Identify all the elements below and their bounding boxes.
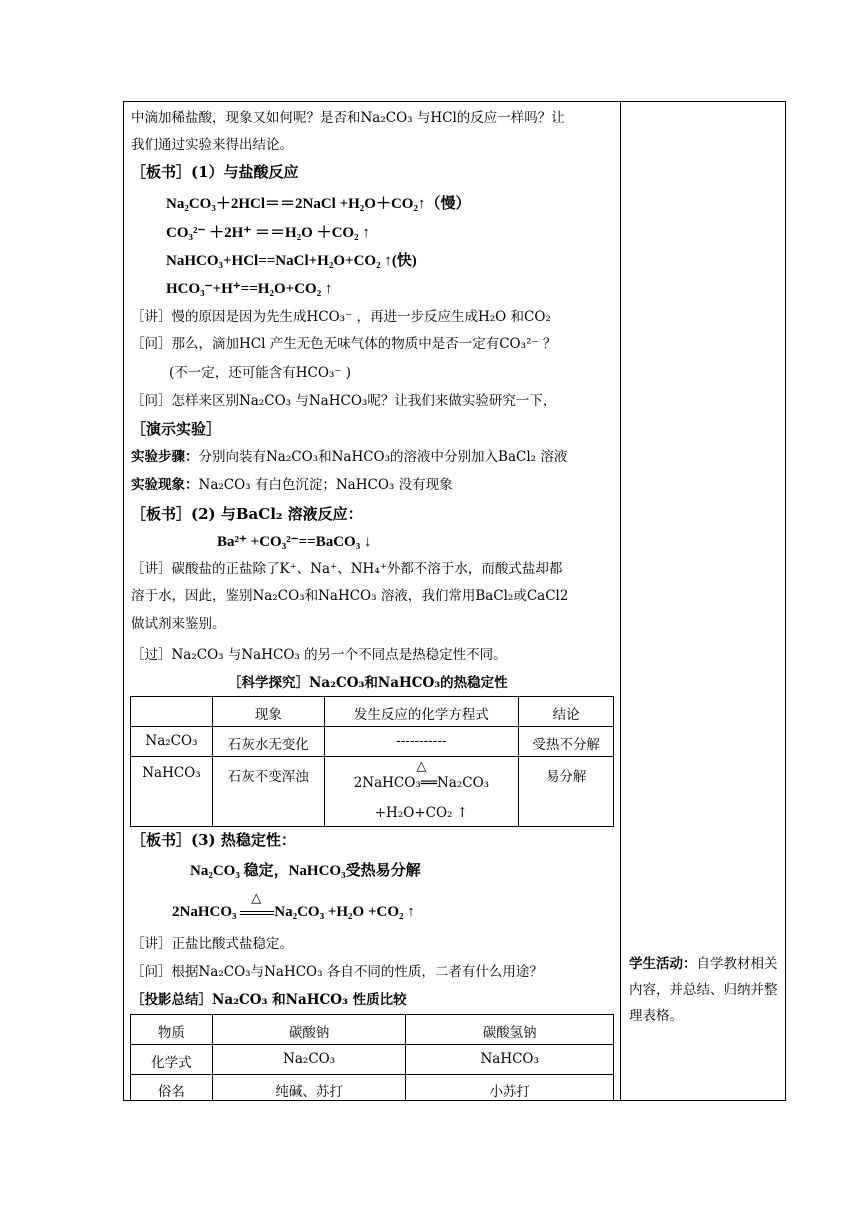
- substance-cell: NaHCO₃: [131, 757, 213, 827]
- lecture-2-line-1: ［讲］碳酸盐的正盐除了K⁺、Na⁺、NH₄⁺外都不溶于水，而酸式盐却都: [131, 561, 563, 577]
- equation-line-1: 2NaHCO₃══Na₂CO₃: [353, 775, 490, 791]
- table-header-cell: 发生反应的化学方程式: [324, 697, 519, 727]
- table-header-cell: 结论: [519, 697, 614, 727]
- demo-steps-label: 实验步骤：: [131, 449, 199, 465]
- question-1: ［问］那么，滴加HCl 产生无色无味气体的物质中是否一定有CO₃²⁻ ？: [131, 336, 557, 352]
- demo-steps-text: 分别向装有Na₂CO₃和NaHCO₃的溶液中分别加入BaCl₂ 溶液: [198, 449, 568, 465]
- summary-cell: NaHCO₃: [406, 1045, 614, 1075]
- board1-eq-1: Na₂CO₃＋2HCl＝＝2NaCl +H₂O＋CO₂↑（慢）: [166, 196, 471, 212]
- summary-cell: 化学式: [131, 1045, 213, 1075]
- explore-title: ［科学探究］Na₂CO₃和NaHCO₃的热稳定性: [228, 675, 508, 691]
- summary-cell: 碳酸钠: [212, 1015, 406, 1045]
- table-row: [131, 1075, 614, 1101]
- board3-heading: ［板书］(3) 热稳定性：: [131, 831, 296, 849]
- demo-phenomenon-text: Na₂CO₃ 有白色沉淀；NaHCO₃ 没有现象: [198, 477, 453, 493]
- board1-eq-2: CO₃²⁻ ＋2H⁺ ＝＝H₂O ＋CO₂ ↑: [166, 225, 370, 241]
- phenomenon-cell: 石灰水无变化: [212, 727, 324, 757]
- board1-heading: ［板书］(1）与盐酸反应: [131, 163, 299, 181]
- board1-eq-3: NaHCO₃+HCl==NaCl+H₂O+CO₂ ↑(快): [166, 253, 417, 269]
- table-header-cell: [131, 697, 213, 727]
- demo-phenomenon: [131, 475, 453, 495]
- summary-cell: 碳酸氢钠: [406, 1015, 614, 1045]
- conclusion-cell: 受热不分解: [519, 727, 614, 757]
- table-row: [131, 1045, 614, 1075]
- demo-phenomenon-label: 实验现象：: [131, 477, 199, 493]
- board3-eq-right: Na₂CO₃ +H₂O +CO₂ ↑: [274, 904, 415, 920]
- board2-heading: ［板书］(2) 与BaCl₂ 溶液反应：: [131, 505, 363, 523]
- summary-title: ［投影总结］Na₂CO₃ 和NaHCO₃ 性质比较: [131, 992, 407, 1008]
- question-2: ［问］怎样来区别Na₂CO₃ 与NaHCO₃呢？让我们来做实验研究一下，: [131, 393, 557, 409]
- lecture-3: ［讲］正盐比酸式盐稳定。: [131, 936, 293, 952]
- board2-eq: Ba²⁺ +CO₃²⁻==BaCO₃ ↓: [217, 534, 372, 550]
- summary-cell: 物质: [131, 1015, 213, 1045]
- equation-cell: [324, 757, 519, 827]
- board1-eq-4: HCO₃⁻+H⁺==H₂O+CO₂ ↑: [166, 281, 333, 297]
- heat-triangle-icon: △: [251, 890, 262, 905]
- lecture-2-line-2: 溶于水，因此，鉴别Na₂CO₃和NaHCO₃ 溶液，我们常用BaCl₂或CaCl2: [131, 588, 569, 604]
- transition: ［过］Na₂CO₃ 与NaHCO₃ 的另一个不同点是热稳定性不同。: [131, 647, 507, 663]
- table-header-cell: 现象: [212, 697, 324, 727]
- student-activity-label: 学生活动：: [629, 956, 697, 972]
- summary-cell: 纯碱、苏打: [212, 1075, 406, 1101]
- thermal-stability-table: [130, 696, 614, 827]
- lecture-1: ［讲］慢的原因是因为先生成HCO₃⁻ ，再进一步反应生成H₂O 和CO₂: [131, 309, 551, 325]
- phenomenon-cell: 石灰不变浑浊: [212, 757, 324, 827]
- table-row: [131, 727, 614, 757]
- board3-eq-left: 2NaHCO₃: [172, 904, 237, 920]
- answer-1: (不一定，还可能含有HCO₃⁻ ): [169, 365, 352, 381]
- board3-stability: Na₂CO₃ 稳定，NaHCO₃受热易分解: [190, 863, 421, 879]
- summary-table: [130, 1014, 614, 1101]
- table-header-row: [131, 697, 614, 727]
- question-3: ［问］根据Na₂CO₃与NaHCO₃ 各自不同的性质，二者有什么用途？: [131, 964, 543, 980]
- column-divider: [620, 101, 621, 1101]
- student-activity: [629, 951, 781, 1029]
- table-row: [131, 757, 614, 827]
- equation-cell: -----------: [324, 727, 519, 757]
- demo-heading: ［演示实验］: [131, 420, 222, 438]
- substance-cell: Na₂CO₃: [131, 727, 213, 757]
- summary-cell: 俗名: [131, 1075, 213, 1101]
- conclusion-cell: 易分解: [519, 757, 614, 827]
- heat-triangle-icon: △: [416, 759, 427, 774]
- intro-line-2: 我们通过实验来得出结论。: [131, 137, 293, 153]
- lecture-2-line-3: 做试剂来鉴别。: [131, 616, 226, 632]
- intro-line-1: 中滴加稀盐酸，现象又如何呢？是否和Na₂CO₃ 与HCl的反应一样吗？让: [131, 110, 565, 126]
- equals-double-line: [240, 911, 274, 915]
- demo-steps: [131, 447, 567, 467]
- board3-eq: [172, 890, 415, 922]
- equation-line-2: +H₂O+CO₂ ↑: [374, 805, 469, 821]
- summary-cell: 小苏打: [406, 1075, 614, 1101]
- heat-arrow: [240, 890, 274, 922]
- summary-cell: Na₂CO₃: [212, 1045, 406, 1075]
- student-activity-text: 自学教材相关内容，并总结、归纳并整理表格。: [629, 956, 778, 1024]
- table-row: [131, 1015, 614, 1045]
